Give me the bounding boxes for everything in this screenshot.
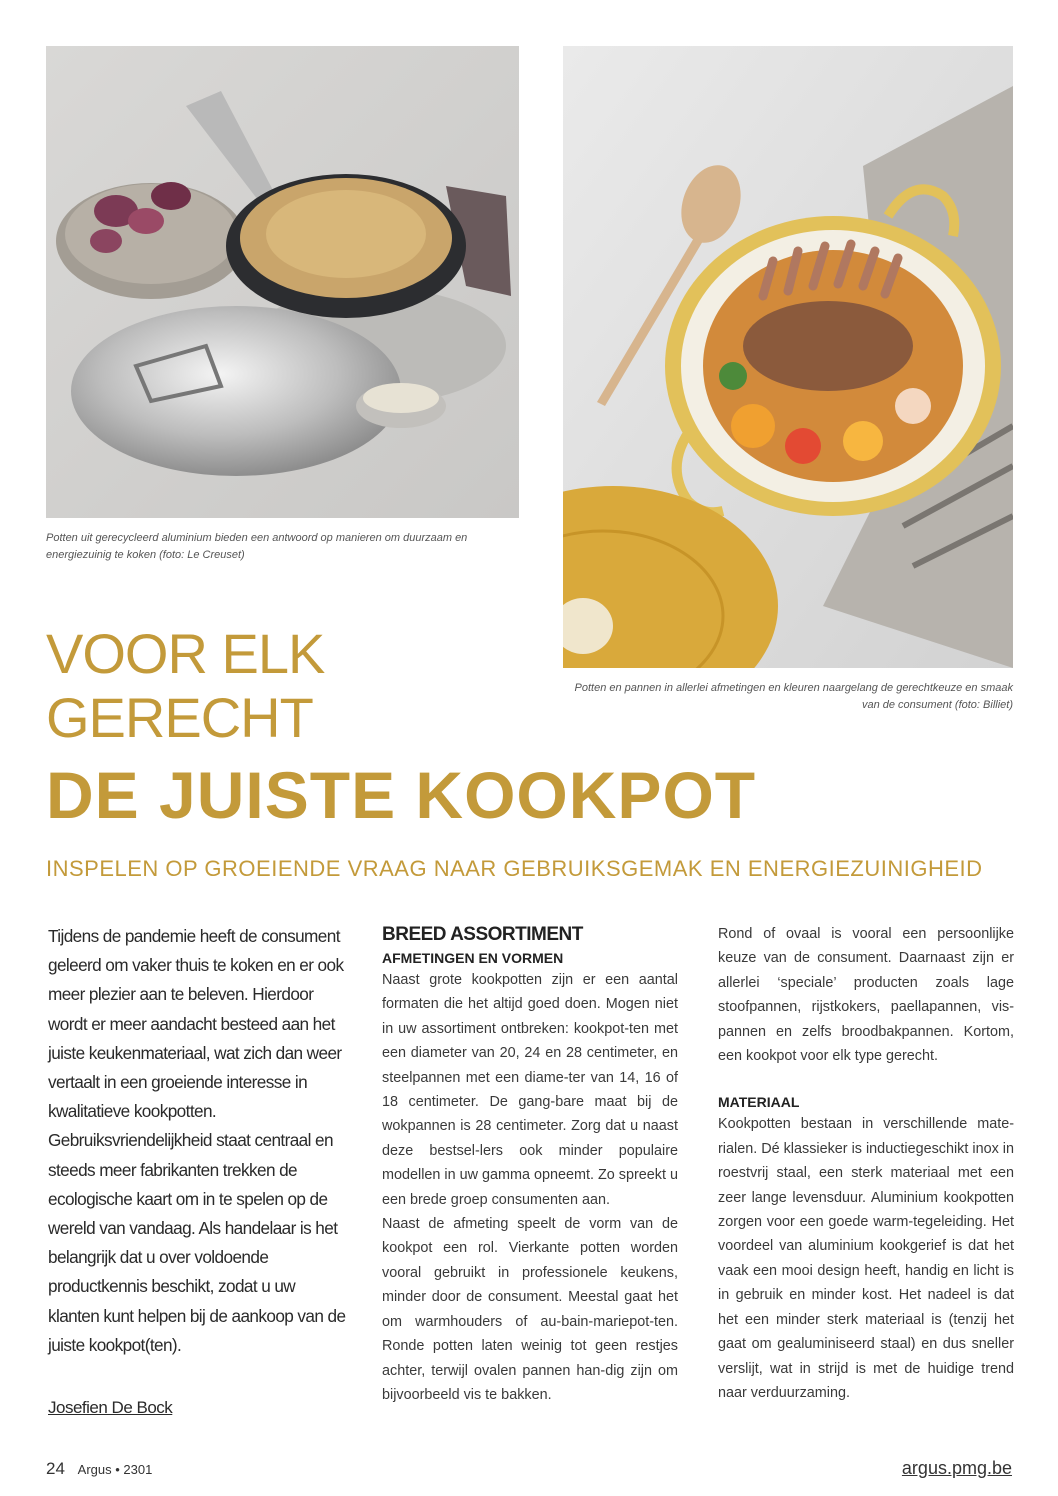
intro-paragraph: Tijdens de pandemie heeft de consument geleerd om vaker thuis te koken en er ook meer plezier aan te beleven. Hierdoor wordt er meer aandacht besteed aan het juiste keukenmateriaal, wat zich dan weer vertaalt in een groeiende interesse in kwalitatieve kookpotten. Gebruiksvriendelijkheid staat centraal en steeds meer fabrikanten trekken de ecologische kaart om in te spelen op de wereld van vandaag. Als handelaar is het belangrijk dat u over voldoende productkennis beschikt, zodat u uw klanten kunt helpen bij de aankoop van de juiste kookpot(ten).: [48, 926, 346, 1355]
page-number: 24: [46, 1459, 65, 1478]
section-subheading-afmetingen: AFMETINGEN EN VORMEN: [382, 950, 564, 966]
photo-caption-right: Potten en pannen in allerlei afmetingen en kleuren naargelang de gerechtkeuze en smaak van de consument (foto: Billiet): [574, 682, 1013, 711]
headline-subtitle: INSPELEN OP GROEIENDE VRAAG NAAR GEBRUIKSGEMAK EN ENERGIEZUINIGHEID: [46, 856, 983, 881]
section-heading-assortiment: BREED ASSORTIMENT: [382, 924, 583, 945]
footer-page-info: [46, 1459, 152, 1479]
article-column-3: [718, 922, 1014, 1405]
photo-pan-with-lid: [46, 46, 519, 518]
author-name: Josefien De Bock: [48, 1398, 173, 1417]
article-column-2: [382, 922, 678, 1407]
photo-caption-left: Potten uit gerecycleerd aluminium bieden een antwoord op manieren om duurzaam en energiezuinig te koken (foto: Le Creuset): [46, 532, 468, 561]
website-link[interactable]: argus.pmg.be: [901, 1458, 1012, 1478]
headline-line-2: GERECHT: [46, 686, 313, 749]
paragraph-vorm: Naast de afmeting speelt de vorm van de kookpot een rol. Vierkante potten worden vooral gebruikt in professionele keukens, minder door de consument. Meestal gaat het om warmhouders of au-bain-mariepot-ten. Ronde potten laten weinig tot geen restjes achter, terwijl ovalen pannen han-dig zijn om bijvoorbeeld vis te bakken.: [382, 1216, 678, 1403]
paragraph-rond-ovaal: Rond of ovaal is vooral een persoonlijke keuze van de consument. Daarnaast zijn er allerlei ‘speciale’ producten zoals lage stoofpannen, rijstkokers, paellapannen, vis-pannen en zelfs broodbakpannen. Kortom, een kookpot voor elk type gerecht.: [718, 926, 1014, 1065]
paragraph-formaten: Naast grote kookpotten zijn er een aantal formaten die het altijd goed doen. Mogen niet in uw assortiment ontbreken: kookpot-ten met een diameter van 20, 24 en 28 centimeter, en steelpannen met een diame-ter van 14, 16 of 18 centimeter. De gang-bare maat bij de wokpannen is 28 centimeter. Zorg dat u naast deze bestsel-lers ook minder populaire modellen in uw gamma opneemt. Zo spreekt u een brede groep consumenten aan.: [382, 972, 678, 1208]
magazine-issue: Argus • 2301: [77, 1462, 153, 1477]
paragraph-materiaal: Kookpotten bestaan in verschillende mate-rialen. Dé klassieker is inductiegeschikt inox in roestvrij staal, een sterk materiaal met een zeer lange levensduur. Aluminium kookpotten zorgen voor een goede warm-tegeleiding. Het voordeel van aluminium kookgerief is dat het vaak een mooi design heeft, handig en licht is in gebruik en minder kost. Het nadeel is dat het een minder sterk materiaal is (tenzij het gaat om gealuminiseerd staal) en dus sneller verslijt, wat in strijd is met de huidige trend naar verduurzaming.: [718, 1116, 1014, 1401]
section-subheading-materiaal: MATERIAAL: [718, 1094, 800, 1111]
photo-yellow-pot: [563, 46, 1013, 668]
headline-line-1: VOOR ELK: [46, 622, 325, 685]
headline-main-title: DE JUISTE KOOKPOT: [46, 758, 757, 832]
